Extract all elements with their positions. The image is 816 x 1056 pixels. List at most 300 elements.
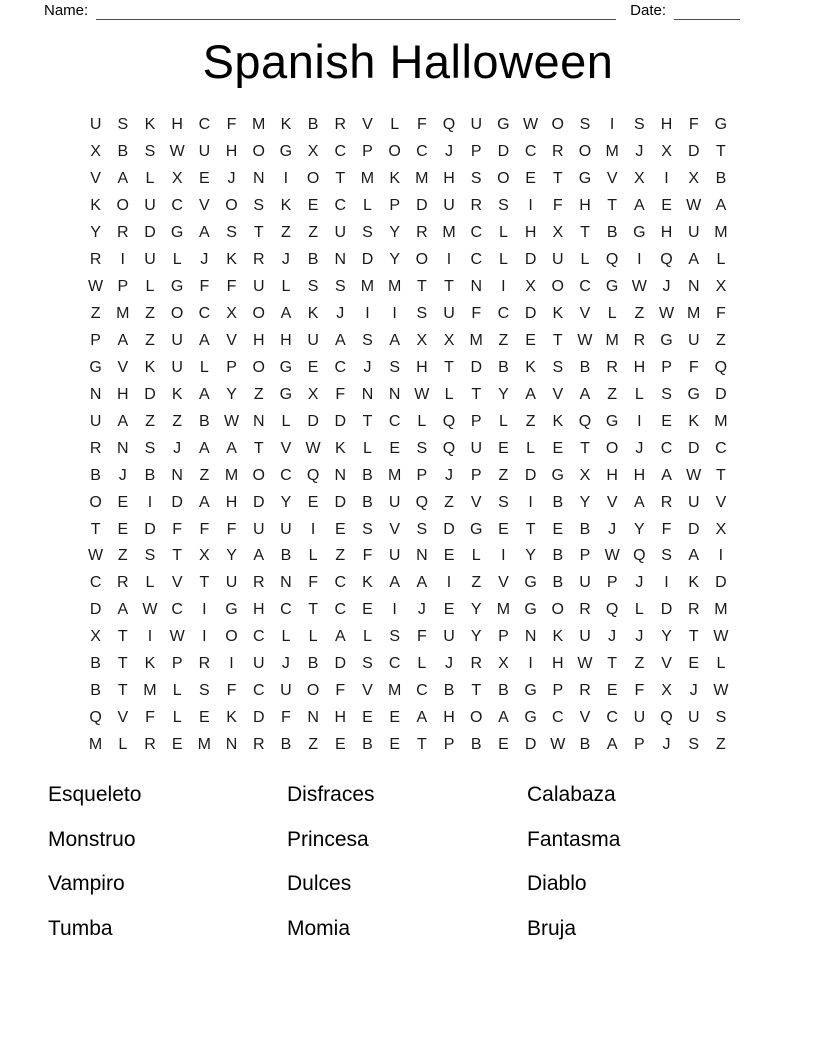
- grid-letter: M: [387, 466, 402, 484]
- grid-letter: L: [118, 736, 128, 754]
- grid-letter: R: [552, 143, 564, 161]
- grid-letter: J: [417, 601, 426, 619]
- grid-letter: L: [580, 251, 590, 269]
- grid-letter: L: [526, 439, 536, 457]
- grid-letter: E: [362, 709, 373, 727]
- grid-letter: L: [498, 251, 508, 269]
- grid-letter: Y: [525, 547, 536, 565]
- grid-letter: C: [579, 278, 591, 296]
- grid-letter: E: [606, 682, 618, 700]
- grid-letter: D: [524, 736, 537, 754]
- grid-letter: B: [307, 655, 319, 673]
- grid-letter: R: [470, 197, 482, 215]
- grid-letter: P: [171, 655, 183, 673]
- grid-letter: U: [443, 305, 455, 323]
- grid-letter: K: [525, 358, 536, 376]
- grid-letter: K: [144, 116, 156, 134]
- grid-letter: A: [117, 412, 129, 430]
- grid-letter: L: [444, 385, 454, 403]
- grid-letter: F: [226, 682, 237, 700]
- grid-letter: I: [609, 116, 615, 134]
- grid-letter: F: [335, 682, 346, 700]
- grid-letter: H: [252, 331, 265, 349]
- grid-letter: G: [524, 601, 537, 619]
- grid-letter: W: [686, 197, 702, 215]
- grid-letter: E: [199, 170, 210, 188]
- grid-letter: C: [334, 197, 347, 215]
- grid-letter: L: [281, 412, 291, 430]
- grid-letter: J: [445, 466, 454, 484]
- grid-letter: I: [528, 655, 533, 673]
- grid-letter: T: [471, 385, 482, 403]
- grid-letter: O: [89, 493, 102, 511]
- grid-letter: F: [634, 682, 645, 700]
- grid-letter: I: [283, 170, 289, 188]
- grid-letter: J: [635, 439, 644, 457]
- grid-letter: R: [633, 331, 646, 349]
- grid-letter: F: [308, 574, 318, 592]
- grid-letter: S: [634, 116, 645, 134]
- grid-letter: W: [414, 385, 430, 403]
- grid-letter: A: [688, 547, 700, 565]
- grid-letter: W: [577, 331, 593, 349]
- grid-letter: M: [714, 412, 728, 430]
- grid-letter: R: [606, 358, 618, 376]
- grid-letter: O: [578, 143, 592, 161]
- grid-letter: F: [199, 278, 210, 296]
- grid-letter: N: [280, 574, 292, 592]
- grid-letter: R: [252, 574, 265, 592]
- grid-letter: O: [170, 305, 184, 323]
- grid-letter: D: [334, 412, 347, 430]
- grid-letter: S: [362, 520, 373, 538]
- grid-letter: X: [525, 278, 536, 296]
- grid-letter: E: [389, 736, 400, 754]
- grid-letter: G: [633, 224, 646, 242]
- grid-letter: M: [415, 170, 429, 188]
- grid-letter: Q: [89, 709, 102, 727]
- grid-letter: C: [416, 682, 428, 700]
- grid-letter: B: [90, 466, 101, 484]
- grid-letter: T: [552, 170, 563, 188]
- grid-letter: N: [388, 385, 401, 403]
- grid-letter: D: [144, 520, 156, 538]
- grid-letter: L: [199, 358, 209, 376]
- grid-letter: H: [252, 601, 265, 619]
- grid-letter: V: [579, 305, 591, 323]
- grid-letter: A: [634, 493, 645, 511]
- grid-letter: V: [362, 682, 373, 700]
- grid-letter: S: [715, 709, 727, 727]
- grid-letter: G: [660, 331, 673, 349]
- grid-letter: C: [552, 709, 564, 727]
- grid-letter: T: [117, 655, 128, 673]
- grid-letter: P: [634, 736, 645, 754]
- grid-letter: C: [334, 143, 347, 161]
- grid-letter: T: [199, 574, 210, 592]
- grid-letter: T: [607, 197, 618, 215]
- grid-letter: Z: [199, 466, 210, 484]
- grid-letter: R: [579, 682, 591, 700]
- grid-letter: O: [415, 251, 429, 269]
- grid-letter: Z: [498, 331, 509, 349]
- grid-letter: A: [634, 197, 645, 215]
- grid-letter: A: [579, 385, 591, 403]
- grid-letter: S: [362, 224, 373, 242]
- grid-letter: G: [497, 116, 510, 134]
- grid-letter: S: [579, 116, 591, 134]
- grid-letter: S: [362, 655, 373, 673]
- grid-letter: W: [686, 466, 702, 484]
- grid-letter: G: [170, 278, 184, 296]
- grid-letter: D: [416, 197, 428, 215]
- grid-letter: H: [334, 709, 347, 727]
- grid-letter: R: [89, 251, 102, 269]
- grid-letter: I: [147, 628, 153, 646]
- grid-letter: C: [660, 439, 673, 457]
- grid-letter: O: [225, 197, 238, 215]
- grid-letter: X: [90, 628, 101, 646]
- word-list-item: Momia: [287, 916, 351, 940]
- grid-letter: X: [226, 305, 237, 323]
- grid-letter: H: [606, 466, 618, 484]
- grid-letter: U: [687, 709, 700, 727]
- grid-letter: U: [89, 116, 102, 134]
- grid-letter: C: [524, 143, 537, 161]
- grid-letter: D: [524, 305, 537, 323]
- grid-letter: X: [416, 331, 428, 349]
- grid-letter: L: [498, 224, 508, 242]
- grid-letter: G: [524, 709, 537, 727]
- grid-letter: F: [199, 520, 210, 538]
- grid-letter: Y: [661, 628, 672, 646]
- grid-letter: I: [229, 655, 234, 673]
- grid-letter: W: [523, 116, 539, 134]
- grid-letter: D: [144, 224, 156, 242]
- grid-letter: S: [144, 143, 156, 161]
- grid-letter: R: [687, 601, 700, 619]
- grid-letter: I: [664, 170, 669, 188]
- grid-letter: C: [280, 466, 292, 484]
- grid-letter: R: [470, 655, 482, 673]
- grid-letter: T: [362, 412, 373, 430]
- word-list-item: Dulces: [287, 872, 352, 896]
- grid-letter: X: [307, 143, 319, 161]
- grid-letter: Y: [280, 493, 292, 511]
- grid-letter: H: [225, 143, 238, 161]
- grid-letter: Q: [605, 251, 619, 269]
- grid-letter: J: [662, 736, 671, 754]
- grid-letter: Q: [660, 709, 673, 727]
- grid-letter: J: [363, 358, 372, 376]
- grid-letter: M: [469, 331, 483, 349]
- grid-letter: V: [552, 385, 564, 403]
- grid-letter: G: [524, 682, 537, 700]
- grid-letter: S: [552, 358, 564, 376]
- grid-letter: L: [172, 709, 182, 727]
- grid-letter: W: [305, 439, 321, 457]
- grid-letter: E: [199, 709, 210, 727]
- grid-letter: I: [664, 574, 669, 592]
- grid-letter: U: [252, 655, 265, 673]
- grid-letter: M: [442, 224, 456, 242]
- grid-letter: X: [661, 143, 672, 161]
- grid-letter: T: [716, 466, 726, 484]
- grid-letter: A: [199, 331, 210, 349]
- grid-letter: D: [89, 601, 102, 619]
- grid-letter: U: [388, 493, 401, 511]
- grid-letter: D: [687, 143, 700, 161]
- grid-letter: E: [498, 736, 509, 754]
- grid-letter: K: [334, 439, 346, 457]
- grid-letter: C: [388, 655, 401, 673]
- grid-letter: A: [661, 466, 672, 484]
- grid-letter: W: [142, 601, 158, 619]
- grid-letter: T: [253, 439, 264, 457]
- grid-letter: J: [336, 305, 345, 323]
- grid-letter: H: [660, 224, 673, 242]
- grid-letter: E: [552, 439, 564, 457]
- grid-letter: P: [443, 736, 455, 754]
- grid-letter: S: [416, 439, 428, 457]
- grid-letter: Z: [145, 331, 155, 349]
- grid-letter: U: [552, 251, 564, 269]
- grid-letter: N: [307, 709, 319, 727]
- name-label: Name:: [44, 2, 89, 19]
- grid-letter: L: [390, 116, 400, 134]
- grid-letter: B: [199, 412, 210, 430]
- grid-letter: U: [225, 574, 238, 592]
- grid-letter: F: [226, 278, 237, 296]
- grid-letter: U: [443, 197, 455, 215]
- grid-letter: P: [416, 466, 428, 484]
- grid-letter: U: [280, 682, 292, 700]
- grid-letter: E: [334, 520, 346, 538]
- grid-letter: Q: [633, 547, 646, 565]
- grid-letter: F: [226, 116, 237, 134]
- grid-letter: T: [580, 224, 590, 242]
- grid-letter: F: [688, 358, 699, 376]
- grid-letter: X: [199, 547, 210, 565]
- word-list-item: Tumba: [48, 916, 113, 940]
- grid-letter: Z: [607, 385, 618, 403]
- grid-letter: Q: [660, 251, 673, 269]
- grid-letter: E: [688, 655, 700, 673]
- date-label: Date:: [630, 2, 666, 19]
- grid-letter: P: [579, 547, 591, 565]
- grid-letter: H: [280, 331, 292, 349]
- grid-letter: E: [307, 197, 319, 215]
- grid-letter: E: [552, 520, 564, 538]
- grid-letter: X: [715, 520, 727, 538]
- grid-letter: I: [501, 278, 506, 296]
- grid-letter: G: [605, 278, 619, 296]
- grid-letter: A: [688, 251, 700, 269]
- grid-letter: G: [687, 385, 700, 403]
- grid-letter: O: [306, 682, 320, 700]
- grid-letter: H: [443, 170, 455, 188]
- word-list-item: Princesa: [287, 827, 369, 851]
- grid-letter: B: [280, 547, 292, 565]
- grid-letter: C: [252, 628, 265, 646]
- grid-letter: A: [253, 547, 265, 565]
- grid-letter: K: [688, 574, 700, 592]
- grid-letter: Q: [306, 466, 320, 484]
- grid-letter: T: [172, 547, 183, 565]
- grid-letter: Z: [145, 305, 155, 323]
- grid-letter: F: [362, 547, 373, 565]
- grid-letter: T: [525, 520, 536, 538]
- grid-letter: S: [144, 547, 156, 565]
- grid-letter: Z: [145, 412, 155, 430]
- grid-letter: D: [334, 493, 347, 511]
- grid-letter: S: [117, 116, 129, 134]
- grid-letter: L: [634, 385, 644, 403]
- grid-letter: V: [226, 331, 237, 349]
- grid-letter: E: [334, 736, 346, 754]
- grid-letter: I: [392, 305, 397, 323]
- grid-letter: M: [496, 601, 511, 619]
- grid-letter: Q: [714, 358, 728, 376]
- grid-letter: K: [144, 655, 156, 673]
- grid-letter: F: [226, 520, 237, 538]
- grid-letter: K: [226, 709, 237, 727]
- grid-letter: K: [552, 628, 564, 646]
- grid-letter: Z: [90, 305, 101, 323]
- grid-letter: F: [688, 116, 699, 134]
- grid-letter: O: [388, 143, 401, 161]
- grid-letter: J: [608, 520, 617, 538]
- grid-letter: A: [199, 493, 210, 511]
- word-list-item: Monstruo: [48, 827, 136, 851]
- grid-letter: N: [252, 412, 265, 430]
- grid-letter: V: [117, 358, 129, 376]
- grid-letter: G: [225, 601, 238, 619]
- grid-letter: I: [528, 493, 533, 511]
- grid-letter: L: [471, 547, 481, 565]
- grid-letter: V: [579, 709, 591, 727]
- grid-letter: L: [716, 655, 726, 673]
- grid-letter: T: [117, 682, 128, 700]
- grid-letter: E: [498, 520, 509, 538]
- grid-letter: E: [498, 439, 509, 457]
- grid-letter: R: [252, 251, 265, 269]
- grid-letter: G: [279, 385, 293, 403]
- grid-letter: G: [714, 116, 728, 134]
- grid-letter: A: [498, 709, 509, 727]
- grid-letter: N: [687, 278, 700, 296]
- grid-letter: L: [417, 412, 427, 430]
- grid-letter: Q: [605, 601, 619, 619]
- grid-letter: B: [90, 682, 101, 700]
- grid-letter: L: [363, 628, 372, 646]
- grid-letter: W: [88, 278, 104, 296]
- grid-letter: G: [605, 412, 619, 430]
- grid-letter: J: [445, 655, 454, 673]
- grid-letter: T: [607, 655, 618, 673]
- grid-letter: F: [661, 520, 672, 538]
- grid-letter: U: [171, 331, 183, 349]
- grid-letter: A: [117, 601, 129, 619]
- grid-letter: M: [714, 601, 728, 619]
- grid-letter: O: [225, 628, 238, 646]
- grid-letter: I: [446, 574, 452, 592]
- letter-grid: [82, 112, 735, 759]
- grid-letter: E: [307, 358, 319, 376]
- grid-letter: B: [144, 466, 156, 484]
- grid-letter: O: [252, 466, 265, 484]
- grid-letter: X: [579, 466, 591, 484]
- grid-letter: T: [444, 278, 454, 296]
- grid-letter: P: [470, 412, 482, 430]
- grid-letter: V: [661, 655, 672, 673]
- grid-letter: H: [579, 197, 591, 215]
- grid-letter: N: [171, 466, 183, 484]
- grid-letter: R: [89, 439, 102, 457]
- grid-letter: O: [469, 709, 483, 727]
- grid-letter: B: [307, 116, 319, 134]
- grid-letter: I: [637, 251, 642, 269]
- grid-letter: D: [307, 412, 319, 430]
- grid-letter: T: [580, 439, 590, 457]
- grid-letter: E: [117, 520, 129, 538]
- grid-letter: M: [387, 682, 402, 700]
- grid-letter: Z: [335, 547, 346, 565]
- grid-letter: R: [252, 736, 265, 754]
- grid-letter: H: [171, 116, 183, 134]
- grid-letter: L: [308, 547, 318, 565]
- grid-letter: L: [145, 278, 155, 296]
- grid-letter: O: [551, 601, 564, 619]
- grid-letter: P: [552, 682, 564, 700]
- grid-letter: J: [635, 143, 644, 161]
- grid-letter: K: [552, 305, 564, 323]
- grid-letter: B: [362, 736, 373, 754]
- grid-letter: S: [661, 547, 672, 565]
- grid-letter: E: [362, 601, 373, 619]
- grid-letter: Z: [172, 412, 183, 430]
- grid-letter: Y: [389, 251, 400, 269]
- grid-letter: U: [687, 493, 700, 511]
- grid-letter: X: [90, 143, 101, 161]
- grid-letter: J: [608, 628, 617, 646]
- grid-letter: E: [307, 493, 319, 511]
- grid-letter: Z: [716, 331, 726, 349]
- grid-letter: O: [497, 170, 510, 188]
- grid-letter: L: [498, 412, 508, 430]
- grid-letter: N: [416, 547, 428, 565]
- grid-letter: P: [470, 466, 482, 484]
- grid-letter: Y: [634, 520, 645, 538]
- grid-letter: B: [498, 358, 509, 376]
- grid-letter: X: [634, 170, 645, 188]
- grid-letter: V: [606, 170, 618, 188]
- grid-letter: K: [144, 358, 156, 376]
- grid-letter: S: [362, 331, 373, 349]
- grid-letter: W: [169, 143, 185, 161]
- word-list-item: Esqueleto: [48, 783, 142, 807]
- grid-letter: X: [688, 170, 700, 188]
- grid-letter: K: [280, 116, 292, 134]
- grid-letter: Y: [470, 628, 482, 646]
- puzzle-title: Spanish Halloween: [202, 35, 614, 88]
- grid-letter: A: [280, 305, 292, 323]
- grid-letter: P: [498, 628, 509, 646]
- word-list: [0, 773, 816, 973]
- grid-letter: P: [661, 358, 672, 376]
- word-list-item: Diablo: [527, 872, 587, 896]
- grid-letter: Y: [579, 493, 591, 511]
